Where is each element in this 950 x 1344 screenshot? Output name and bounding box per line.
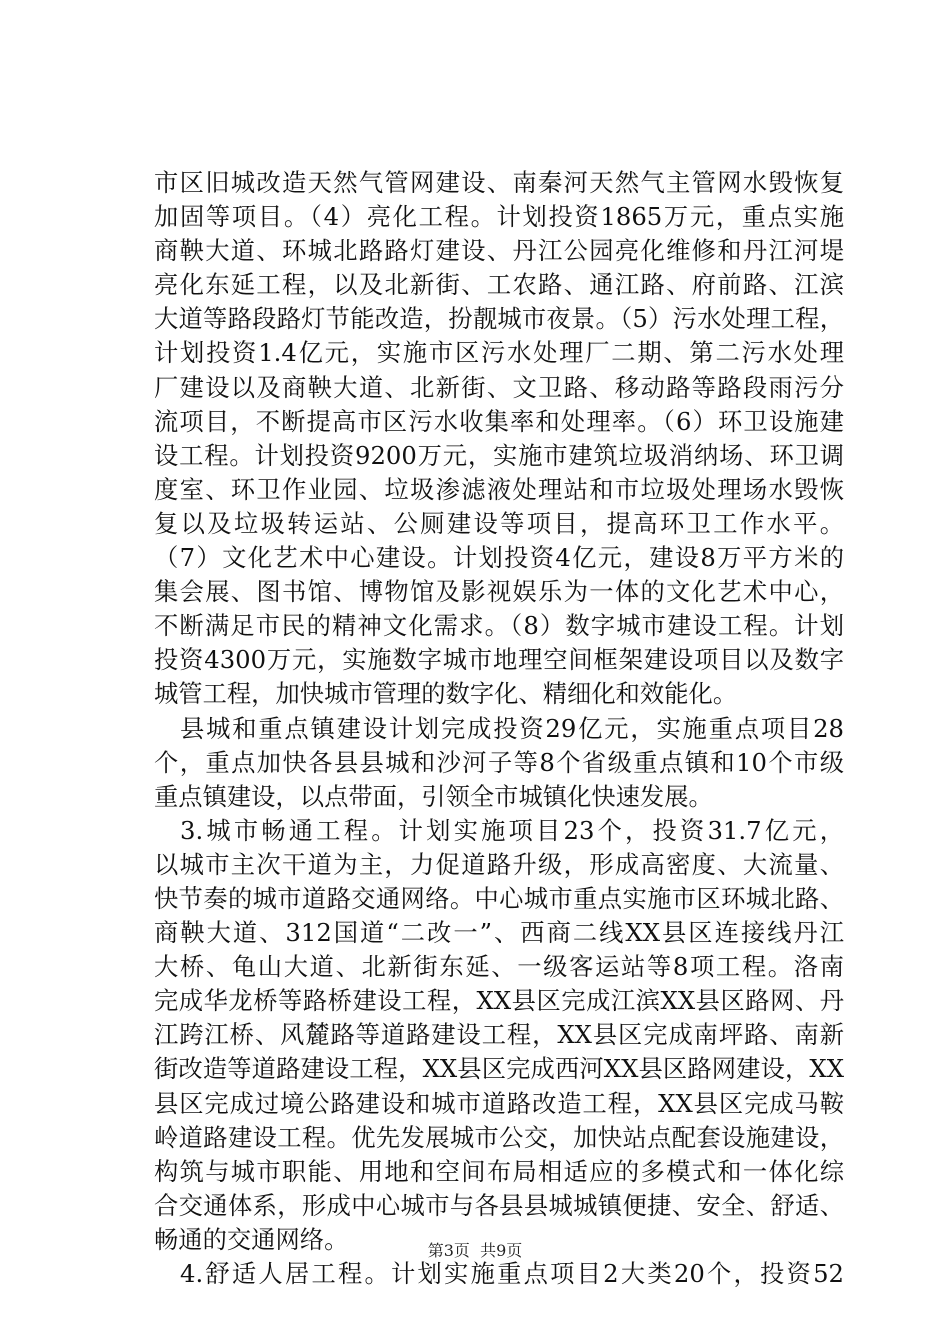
text-line: 江跨江桥、风麓路等道路建设工程，XX县区完成南坪路、南新	[154, 1020, 844, 1050]
text-line: 4.舒适人居工程。计划实施重点项目2大类20个，投资52	[180, 1259, 844, 1288]
text-line: 集会展、图书馆、博物馆及影视娱乐为一体的文化艺术中心，	[154, 577, 844, 607]
text-line: 不断满足市民的精神文化需求。（8）数字城市建设工程。计划	[154, 611, 844, 641]
text-line: 合交通体系，形成中心城市与各县县城城镇便捷、安全、舒适、	[154, 1190, 844, 1220]
text-line: 重点镇建设，以点带面，引领全市城镇化快速发展。	[154, 781, 713, 811]
text-line: 流项目，不断提高市区污水收集率和处理率。（6）环卫设施建	[154, 406, 844, 436]
text-line: 3.城市畅通工程。计划实施项目23个，投资31.7亿元，	[180, 815, 844, 845]
text-line: 街改造等道路建设工程，XX县区完成西河XX县区路网建设，XX	[154, 1054, 844, 1084]
text-line: 以城市主次干道为主，力促道路升级，形成高密度、大流量、	[154, 849, 844, 879]
text-line: 县区完成过境公路建设和城市道路改造工程，XX县区完成马鞍	[154, 1088, 844, 1118]
text-line: 畅通的交通网络。	[154, 1224, 349, 1254]
text-line: 完成华龙桥等路桥建设工程，XX县区完成江滨XX县区路网、丹	[154, 986, 844, 1016]
text-line: 加固等项目。（4）亮化工程。计划投资1865万元，重点实施	[154, 202, 844, 232]
text-line: 亮化东延工程，以及北新街、工农路、通江路、府前路、江滨	[154, 270, 844, 300]
text-line: 度室、环卫作业园、垃圾渗滤液处理站和市垃圾处理场水毁恢	[154, 474, 844, 504]
text-line: 市区旧城改造天然气管网建设、南秦河天然气主管网水毁恢复	[154, 168, 844, 197]
text-line: 大道等路段路灯节能改造，扮靓城市夜景。（5）污水处理工程，	[154, 304, 844, 334]
page-footer	[0, 1241, 950, 1261]
page-total: 共9页	[480, 1241, 523, 1260]
text-line: 厂建设以及商鞅大道、北新街、文卫路、移动路等路段雨污分	[154, 372, 844, 402]
text-line: 设工程。计划投资9200万元，实施市建筑垃圾消纳场、环卫调	[154, 440, 844, 470]
text-line: 商鞅大道、312国道“二改一”、西商二线XX县区连接线丹江	[154, 918, 844, 948]
text-line: 投资4300万元，实施数字城市地理空间框架建设项目以及数字	[154, 645, 844, 675]
page-number: 第3页	[427, 1241, 470, 1260]
text-line: 城管工程，加快城市管理的数字化、精细化和效能化。	[154, 679, 738, 709]
text-line: 复以及垃圾转运站、公厕建设等项目，提高环卫工作水平。	[154, 508, 844, 538]
document-body	[154, 166, 844, 1291]
text-line: 计划投资1.4亿元，实施市区污水处理厂二期、第二污水处理	[154, 338, 844, 368]
text-line: 县城和重点镇建设计划完成投资29亿元，实施重点项目28	[180, 713, 844, 743]
text-line: 构筑与城市职能、用地和空间布局相适应的多模式和一体化综	[154, 1156, 844, 1186]
text-line: 商鞅大道、环城北路路灯建设、丹江公园亮化维修和丹江河堤	[154, 236, 844, 266]
text-line: 快节奏的城市道路交通网络。中心城市重点实施市区环城北路、	[154, 883, 844, 913]
text-line: （7）文化艺术中心建设。计划投资4亿元，建设8万平方米的	[154, 543, 844, 573]
text-line: 大桥、龟山大道、北新街东延、一级客运站等8项工程。洛南	[154, 952, 844, 982]
text-line: 个，重点加快各县县城和沙河子等8个省级重点镇和10个市级	[154, 747, 844, 777]
text-line: 岭道路建设工程。优先发展城市公交，加快站点配套设施建设，	[154, 1122, 844, 1152]
